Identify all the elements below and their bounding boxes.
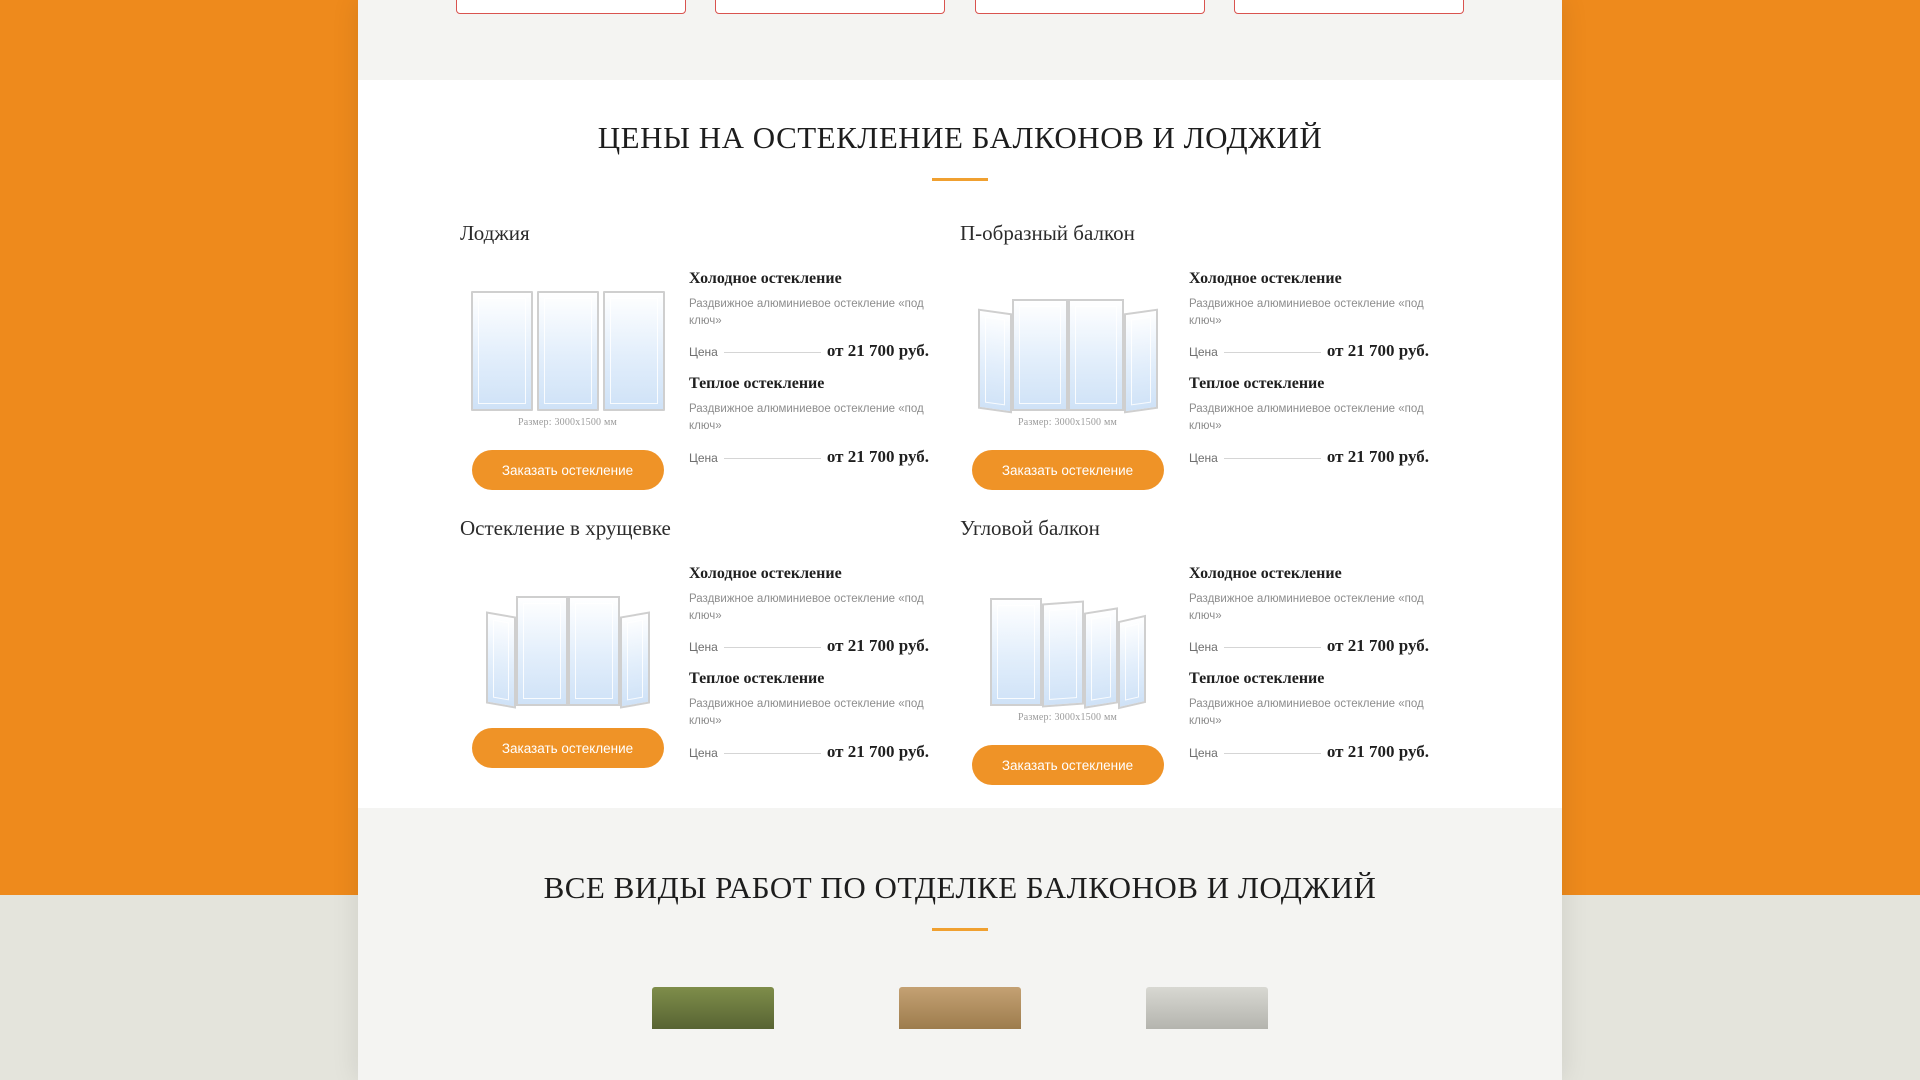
price-label: Цена: [1189, 640, 1218, 655]
title-underline: [932, 178, 988, 181]
window-pane: [978, 309, 1012, 414]
price-row: [1189, 447, 1429, 467]
window-size-caption: Размер: 3000х1500 мм: [517, 417, 617, 428]
top-button-row: [358, 0, 1562, 14]
price-row: [689, 447, 929, 467]
window-size-caption: Размер: 3000х1500 мм: [1017, 712, 1117, 723]
price-row: [1189, 341, 1429, 361]
card-offers-column: [689, 266, 929, 490]
price-leader-line: [1224, 352, 1321, 353]
price-value: от 21 700 руб.: [1326, 741, 1429, 761]
offer-description: Раздвижное алюминиевое остекление «под ключ»: [1189, 698, 1424, 728]
price-leader-line: [724, 753, 821, 754]
price-leader-line: [1224, 458, 1321, 459]
order-glazing-button[interactable]: Заказать остекление: [972, 450, 1164, 490]
offer-block: [689, 270, 929, 361]
price-row: [689, 742, 929, 762]
top-outline-button-1[interactable]: [456, 0, 686, 14]
window-drawing-flat: [460, 266, 675, 428]
offer-description: Раздвижное алюминиевое остекление «под ключ»: [689, 298, 924, 327]
card-illustration-column: [960, 266, 1175, 490]
window-drawing-p-shaped: [960, 266, 1175, 428]
price-value: от 21 700 руб.: [1326, 636, 1429, 656]
work-photo-thumbnail[interactable]: [652, 987, 774, 1029]
window-pane: [603, 291, 665, 411]
offer-name: Холодное остекление: [1189, 270, 1342, 287]
offer-description: Раздвижное алюминиевое остекление «под ключ»: [1189, 298, 1424, 327]
window-pane: [620, 611, 650, 708]
price-label: Цена: [689, 345, 718, 360]
price-row: [1189, 742, 1429, 762]
prices-section-title: ЦЕНЫ НА ОСТЕКЛЕНИЕ БАЛКОНОВ И ЛОДЖИЙ: [597, 120, 1323, 155]
window-pane: [471, 291, 533, 411]
card-title: Лоджия: [460, 221, 530, 245]
works-thumbnail-row: [358, 987, 1562, 1029]
window-pane: [516, 596, 568, 706]
card-illustration-column: [960, 561, 1175, 785]
offer-block: [1189, 565, 1429, 656]
price-value: от 21 700 руб.: [1326, 341, 1429, 361]
top-outline-button-4[interactable]: [1234, 0, 1464, 14]
card-illustration-column: [460, 561, 675, 776]
price-leader-line: [1224, 647, 1321, 648]
price-card: [960, 221, 1460, 516]
card-title: Остекление в хрущевке: [460, 516, 671, 540]
price-leader-line: [1224, 753, 1321, 754]
card-offers-column: [1189, 561, 1429, 785]
price-card: [460, 221, 960, 516]
card-offers-column: [689, 561, 929, 776]
window-pane: [1042, 601, 1084, 708]
price-value: от 21 700 руб.: [826, 341, 929, 361]
window-pane: [1012, 299, 1068, 411]
window-pane: [1084, 607, 1118, 708]
window-pane: [1118, 615, 1146, 709]
card-title: П-образный балкон: [960, 221, 1135, 245]
price-leader-line: [724, 352, 821, 353]
price-value: от 21 700 руб.: [826, 446, 929, 466]
offer-block: [1189, 375, 1429, 466]
order-glazing-button[interactable]: Заказать остекление: [472, 728, 664, 768]
price-label: Цена: [689, 450, 718, 465]
window-size-caption: Размер: 3000х1500 мм: [1017, 417, 1117, 428]
works-section-title: ВСЕ ВИДЫ РАБОТ ПО ОТДЕЛКЕ БАЛКОНОВ И ЛОДЖИЙ: [543, 870, 1377, 905]
top-outline-button-3[interactable]: [975, 0, 1205, 14]
window-pane: [1124, 309, 1158, 414]
price-leader-line: [724, 647, 821, 648]
price-label: Цена: [1189, 345, 1218, 360]
price-value: от 21 700 руб.: [826, 636, 929, 656]
offer-description: Раздвижное алюминиевое остекление «под ключ»: [1189, 403, 1424, 433]
top-outline-button-2[interactable]: [715, 0, 945, 14]
offer-name: Теплое остекление: [689, 670, 825, 688]
order-glazing-button[interactable]: Заказать остекление: [972, 745, 1164, 785]
order-glazing-button[interactable]: Заказать остекление: [472, 450, 664, 490]
window-pane: [990, 598, 1042, 706]
price-value: от 21 700 руб.: [826, 741, 929, 761]
offer-block: [689, 565, 929, 656]
content-column: [358, 0, 1562, 1080]
offer-description: Раздвижное алюминиевое остекление «под ключ»: [689, 403, 924, 433]
card-illustration-column: [460, 266, 675, 490]
window-drawing-khrushchevka: [460, 561, 675, 706]
price-card-grid: [358, 221, 1562, 811]
offer-block: [689, 670, 929, 761]
offer-block: [1189, 270, 1429, 361]
top-strip: [358, 0, 1562, 80]
offer-name: Холодное остекление: [689, 270, 842, 287]
works-section: [358, 808, 1562, 1080]
window-drawing-corner: [960, 561, 1175, 723]
window-pane: [1068, 299, 1124, 411]
price-label: Цена: [689, 745, 718, 760]
offer-name: Холодное остекление: [1189, 565, 1342, 582]
price-leader-line: [724, 458, 821, 459]
offer-block: [689, 375, 929, 466]
offer-name: Теплое остекление: [1189, 375, 1325, 393]
title-underline: [932, 928, 988, 931]
price-label: Цена: [689, 640, 718, 655]
price-value: от 21 700 руб.: [1326, 446, 1429, 466]
price-row: [689, 636, 929, 656]
work-photo-thumbnail[interactable]: [899, 987, 1021, 1029]
price-label: Цена: [1189, 450, 1218, 465]
card-title: Угловой балкон: [960, 516, 1100, 540]
price-label: Цена: [1189, 745, 1218, 760]
price-row: [689, 341, 929, 361]
offer-block: [1189, 670, 1429, 761]
window-pane: [568, 596, 620, 706]
price-card: [460, 516, 960, 811]
offer-name: Теплое остекление: [1189, 670, 1325, 688]
window-pane: [537, 291, 599, 411]
prices-section: [358, 80, 1562, 811]
window-pane: [486, 611, 516, 708]
offer-name: Холодное остекление: [689, 565, 842, 582]
offer-description: Раздвижное алюминиевое остекление «под ключ»: [1189, 593, 1424, 622]
work-photo-thumbnail[interactable]: [1146, 987, 1268, 1029]
price-row: [1189, 636, 1429, 656]
offer-name: Теплое остекление: [689, 375, 825, 393]
price-card: [960, 516, 1460, 811]
offer-description: Раздвижное алюминиевое остекление «под ключ»: [689, 698, 924, 728]
offer-description: Раздвижное алюминиевое остекление «под ключ»: [689, 593, 924, 622]
card-offers-column: [1189, 266, 1429, 490]
